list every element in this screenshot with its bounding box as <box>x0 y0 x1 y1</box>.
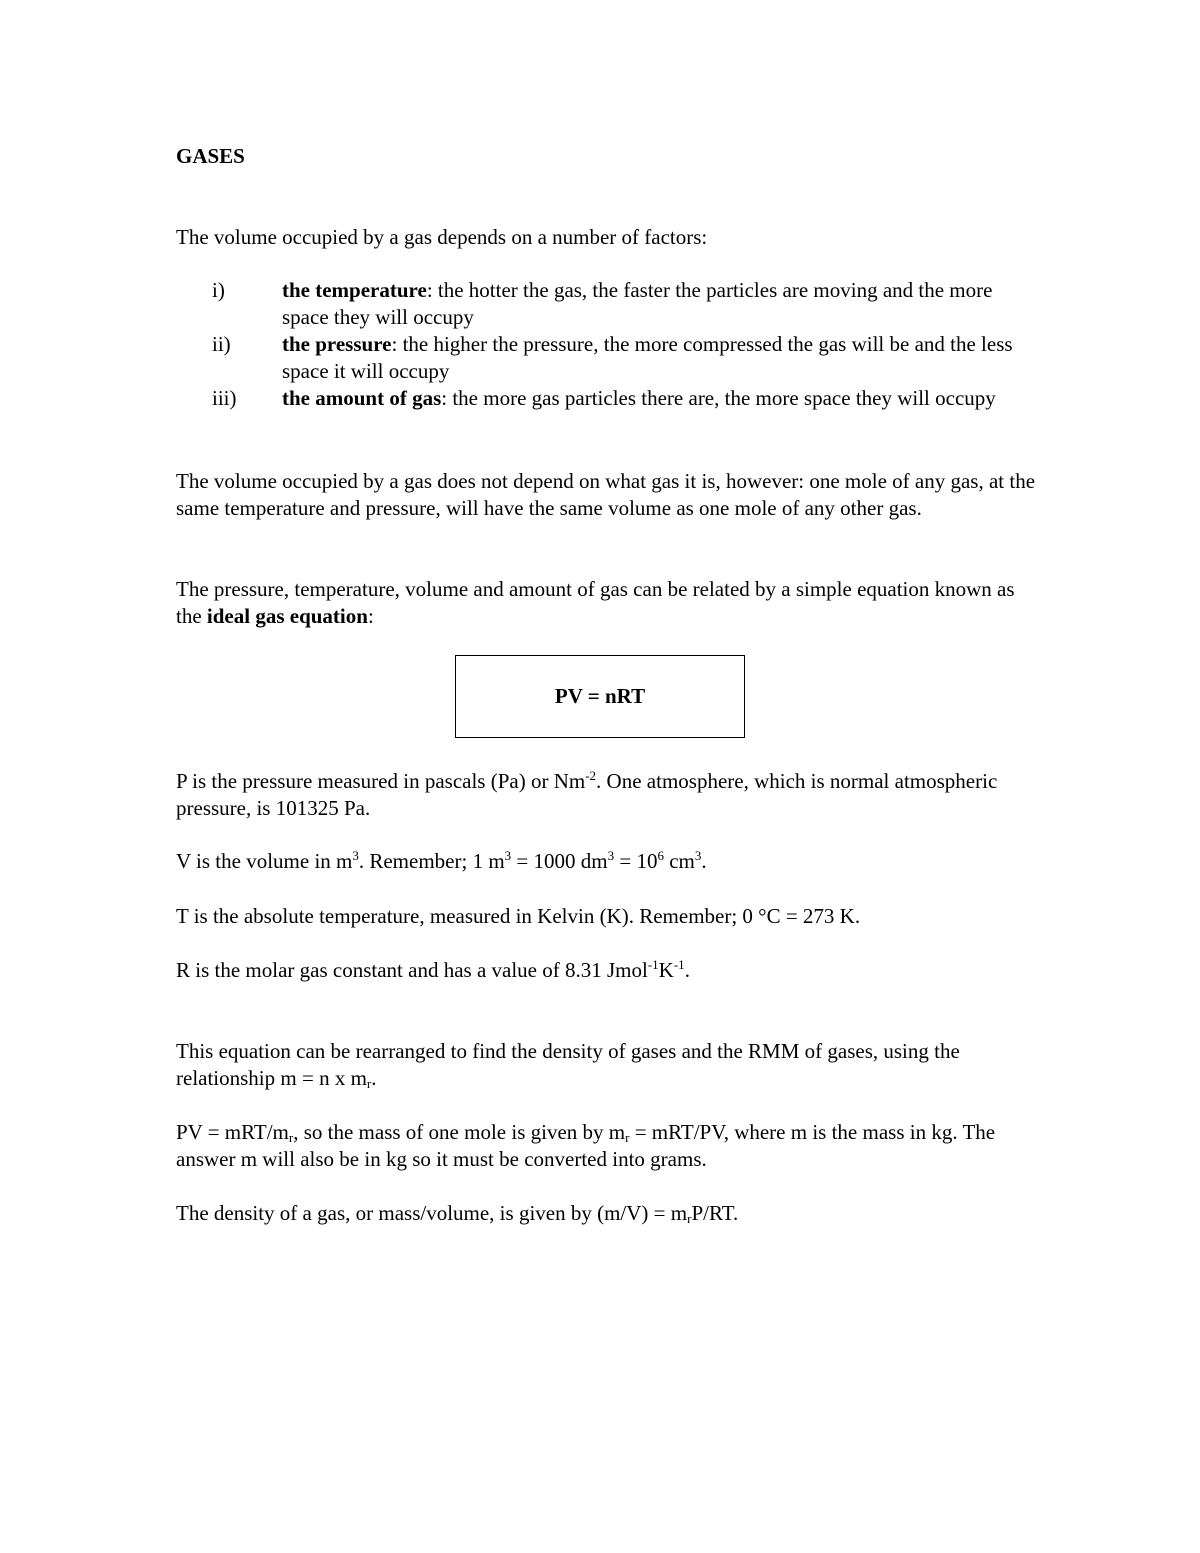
list-item-description: : the higher the pressure, the more compressed the gas will be and the less space it will occupy <box>282 332 1013 383</box>
molar-mass-text: PV = mRT/m <box>176 1120 289 1144</box>
factors-list <box>176 277 1036 439</box>
relation-colon: : <box>367 604 374 628</box>
list-item-term: the amount of gas <box>282 386 442 410</box>
superscript: 3 <box>694 848 702 863</box>
equation-box <box>455 655 745 738</box>
subscript: r <box>625 1130 630 1145</box>
temperature-definition: T is the absolute temperature, measured in Kelvin (K). Remember; 0 °C = 273 K. <box>176 904 861 928</box>
document-title: GASES <box>176 144 245 168</box>
list-item-description: : the more gas particles there are, the more space they will occupy <box>441 386 996 410</box>
pressure-definition <box>176 768 1036 822</box>
superscript: 3 <box>504 848 512 863</box>
molar-mass-paragraph <box>176 1119 1036 1173</box>
list-item <box>176 385 1036 439</box>
gas-constant-text: R is the molar gas constant and has a value of 8.31 Jmol <box>176 958 648 982</box>
subscript: r <box>687 1211 692 1226</box>
pressure-text-cont: . One atmosphere, which is normal atmospheric pressure, is 101325 Pa. <box>176 769 998 820</box>
superscript: -2 <box>585 768 597 783</box>
density-text: P/RT. <box>691 1201 739 1225</box>
subscript: r <box>366 1076 372 1091</box>
list-item <box>176 277 1036 331</box>
subscript: r <box>288 1130 294 1145</box>
list-item-term: the pressure <box>282 332 392 356</box>
volume-text: . Remember; 1 m <box>358 849 505 873</box>
pressure-text: P is the pressure measured in pascals (Pa) or Nm <box>176 769 586 793</box>
superscript: -1 <box>673 957 685 972</box>
gas-constant-definition <box>176 957 1036 984</box>
list-item-text <box>282 277 1027 331</box>
volume-text: = 1000 dm <box>511 849 608 873</box>
rearranged-text: This equation can be rearranged to find the density of gases and the RMM of gases, using the relationship m = n x m <box>176 1039 960 1090</box>
volume-text: = 10 <box>614 849 658 873</box>
volume-text: . <box>701 849 707 873</box>
gas-constant-text: K <box>658 958 674 982</box>
molar-mass-text: = mRT/PV, where m is the mass in kg. The answer m will also be in kg so it must be converted into grams. <box>176 1120 996 1171</box>
relation-text: The pressure, temperature, volume and amount of gas can be related by a simple equation known as the <box>176 577 1015 628</box>
list-item-term: the temperature <box>282 278 427 302</box>
independence-paragraph: The volume occupied by a gas does not depend on what gas it is, however: one mole of any gas, at the same temperature and pressure, will have the same volume as one mole of any other gas. <box>176 469 1036 520</box>
list-item-number: i) <box>212 278 225 302</box>
superscript: -1 <box>647 957 659 972</box>
list-item-text <box>282 385 1027 412</box>
superscript: 3 <box>607 848 615 863</box>
list-item-description: : the hotter the gas, the faster the particles are moving and the more space they will occupy <box>282 278 993 329</box>
rearranged-text: . <box>371 1066 377 1090</box>
intro-paragraph: The volume occupied by a gas depends on a number of factors: <box>176 225 708 249</box>
volume-text: cm <box>663 849 695 873</box>
superscript: 6 <box>657 848 664 863</box>
list-item <box>176 331 1036 385</box>
ideal-gas-equation-term: ideal gas equation <box>206 604 368 628</box>
superscript: 3 <box>352 848 359 863</box>
volume-definition <box>176 848 1036 875</box>
density-paragraph <box>176 1200 1036 1227</box>
list-item-number: iii) <box>212 386 237 410</box>
molar-mass-text: , so the mass of one mole is given by m <box>293 1120 626 1144</box>
list-item-number: ii) <box>212 332 231 356</box>
relation-paragraph <box>176 576 1036 630</box>
list-item-text <box>282 331 1027 385</box>
ideal-gas-equation: PV = nRT <box>554 684 646 708</box>
rearranged-paragraph <box>176 1038 1036 1092</box>
density-text: The density of a gas, or mass/volume, is given by (m/V) = m <box>176 1201 688 1225</box>
volume-text: V is the volume in m <box>176 849 353 873</box>
gas-constant-text: . <box>684 958 690 982</box>
